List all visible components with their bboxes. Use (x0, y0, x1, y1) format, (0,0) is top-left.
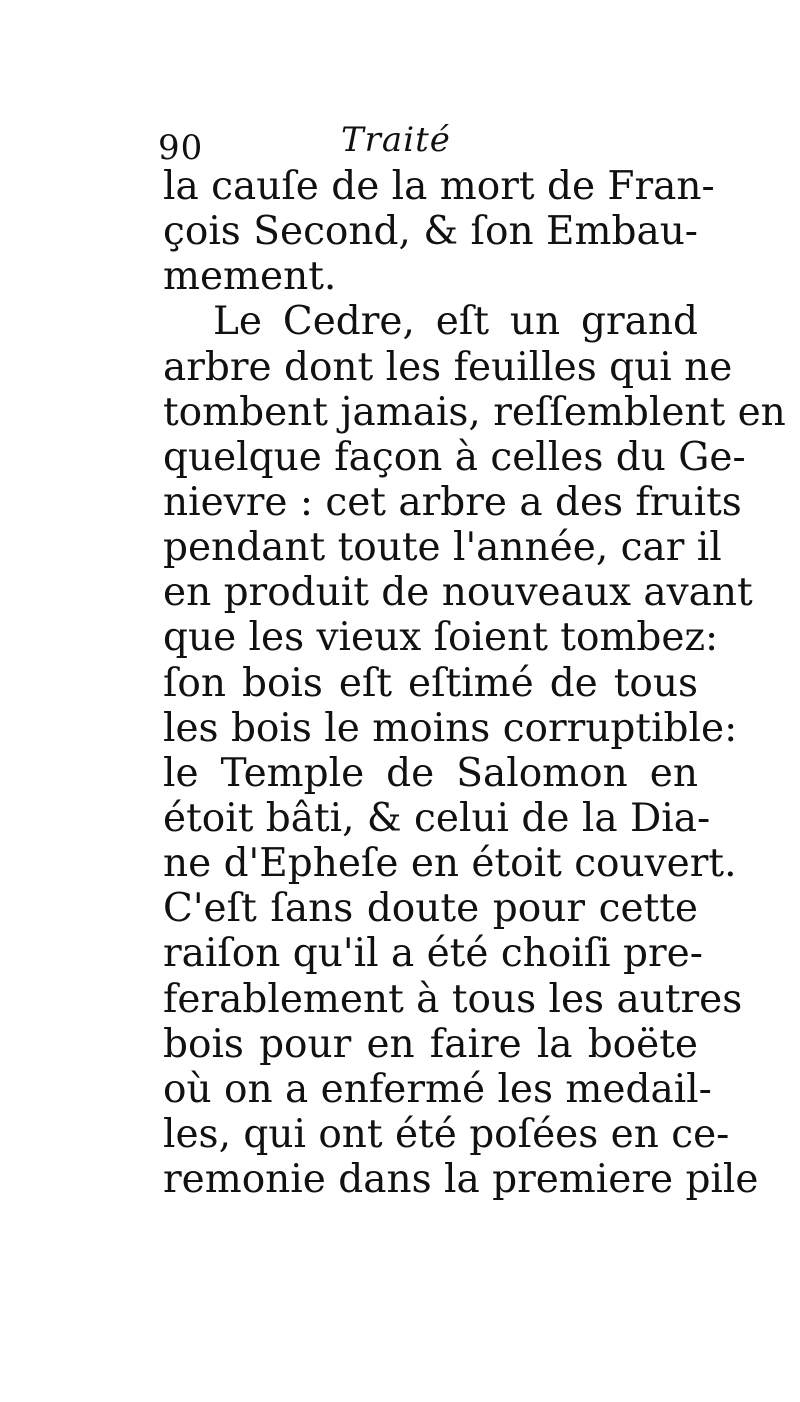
text-line: ne d'Epheſe en étoit couvert. (163, 841, 737, 887)
text-line: nievre : cet arbre a des fruits (163, 479, 742, 525)
text-line: ferablement à tous les autres (163, 976, 743, 1022)
body-text (163, 164, 786, 1203)
text-line: en produit de nouveaux avant (163, 570, 753, 616)
running-title: Traité (341, 120, 451, 160)
text-line: C'eſt ſans doute pour cette (163, 886, 698, 932)
text-line: les bois le moins corruptible: (163, 705, 738, 751)
text-line: le Temple de Salomon en (163, 750, 698, 796)
text-line: ſon bois eſt eſtimé de tous (163, 660, 698, 706)
text-line: raiſon qu'il a été choiſi pre- (163, 931, 703, 977)
text-line: les, qui ont été poſées en ce- (163, 1111, 730, 1157)
page-number: 90 (158, 128, 204, 168)
text-line: çois Second, & ſon Embau- (163, 209, 698, 255)
text-line: mement. (163, 254, 337, 300)
text-line: bois pour en faire la boëte (163, 1021, 698, 1067)
text-line: Le Cedre, eſt un grand (213, 299, 698, 345)
text-line: arbre dont les feuilles qui ne (163, 344, 733, 390)
page-header (158, 120, 698, 168)
text-line: tombent jamais, reſſemblent en (163, 389, 786, 435)
text-line: remonie dans la premiere pile (163, 1157, 759, 1203)
text-line: la cauſe de la mort de Fran- (163, 164, 715, 209)
text-line: où on a enfermé les medail- (163, 1066, 712, 1112)
text-line: étoit bâti, & celui de la Dia- (163, 795, 711, 841)
text-line: pendant toute l'année, car il (163, 525, 722, 571)
text-line: quelque façon à celles du Ge- (163, 434, 746, 480)
text-line: que les vieux ſoient tombez: (163, 615, 719, 661)
